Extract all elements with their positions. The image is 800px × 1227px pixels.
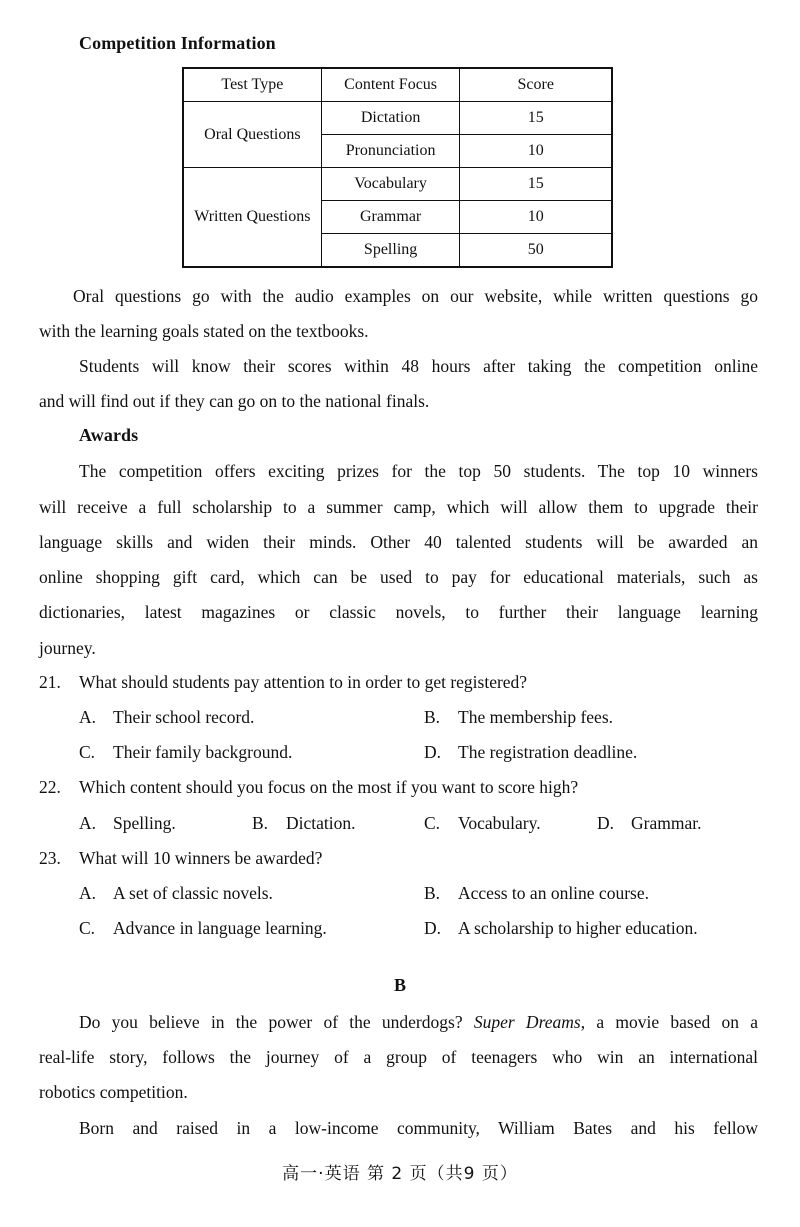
option-22-d[interactable] (597, 813, 701, 834)
table-row (183, 102, 612, 135)
option-text: Their family background. (113, 742, 293, 762)
option-letter: A. (79, 883, 97, 903)
content-focus-cell: Spelling (321, 234, 460, 268)
text-segment: , a movie based on a (580, 1012, 758, 1032)
option-23-d[interactable] (424, 918, 698, 939)
test-type-cell: Oral Questions (183, 102, 321, 168)
question-stem: What should students pay attention to in order to get registered? (79, 672, 528, 692)
option-letter: D. (424, 918, 442, 938)
question-22 (39, 777, 578, 798)
option-letter: C. (79, 918, 96, 938)
paragraph-line: journey. (39, 638, 96, 658)
option-23-c[interactable] (79, 918, 327, 939)
table-header: Score (460, 68, 612, 102)
paragraph-line: Oral questions go with the audio examples on our website, while written questions go (73, 286, 758, 306)
question-number: 23. (39, 848, 61, 868)
option-text: Spelling. (113, 813, 176, 833)
option-23-a[interactable] (79, 883, 273, 904)
table-header: Content Focus (321, 68, 460, 102)
score-cell: 15 (460, 168, 612, 201)
movie-title: Super Dreams (473, 1012, 581, 1032)
paragraph-line: real-life story, follows the journey of a group of teenagers who win an international (39, 1047, 758, 1067)
awards-heading: Awards (79, 425, 139, 445)
section-b-label: B (393, 975, 407, 995)
option-letter: C. (79, 742, 96, 762)
paragraph-line (79, 1011, 758, 1033)
paragraph-line: and will find out if they can go on to the national finals. (39, 391, 430, 411)
content-focus-cell: Dictation (321, 102, 460, 135)
option-22-a[interactable] (79, 813, 176, 834)
option-letter: D. (424, 742, 442, 762)
option-letter: B. (424, 883, 441, 903)
option-22-c[interactable] (424, 813, 541, 834)
question-stem: What will 10 winners be awarded? (79, 848, 323, 868)
paragraph-line: will receive a full scholarship to a summer camp, which will allow them to upgrade their (39, 497, 758, 517)
question-21 (39, 672, 527, 693)
option-21-d[interactable] (424, 742, 637, 763)
question-stem: Which content should you focus on the most if you want to score high? (79, 777, 579, 797)
text-segment: Do you believe in the power of the underdogs? (79, 1012, 474, 1032)
option-text: Dictation. (286, 813, 356, 833)
test-type-cell: Written Questions (183, 168, 321, 268)
score-cell: 50 (460, 234, 612, 268)
option-text: Advance in language learning. (113, 918, 327, 938)
option-letter: A. (79, 707, 97, 727)
paragraph-line: Born and raised in a low-income community, William Bates and his fellow (79, 1118, 758, 1138)
option-letter: B. (424, 707, 441, 727)
option-22-b[interactable] (252, 813, 356, 834)
competition-info-table (182, 67, 613, 268)
score-cell: 15 (460, 102, 612, 135)
option-letter: C. (424, 813, 441, 833)
page-footer: 高一·英语 第 2 页（共9 页） (282, 1164, 518, 1184)
option-23-b[interactable] (424, 883, 649, 904)
content-focus-cell: Grammar (321, 201, 460, 234)
table-header-row (183, 68, 612, 102)
option-text: Their school record. (113, 707, 255, 727)
paragraph-line: Students will know their scores within 48 hours after taking the competition online (79, 356, 758, 376)
option-21-a[interactable] (79, 707, 254, 728)
option-text: Access to an online course. (458, 883, 649, 903)
content-focus-cell: Vocabulary (321, 168, 460, 201)
paragraph-line: with the learning goals stated on the textbooks. (39, 321, 369, 341)
content-focus-cell: Pronunciation (321, 135, 460, 168)
question-number: 21. (39, 672, 61, 692)
option-text: Vocabulary. (458, 813, 541, 833)
option-text: A set of classic novels. (113, 883, 273, 903)
option-text: The registration deadline. (458, 742, 638, 762)
option-letter: B. (252, 813, 269, 833)
option-letter: D. (597, 813, 615, 833)
paragraph-line: online shopping gift card, which can be used to pay for educational materials, such as (39, 567, 758, 587)
paragraph-line: The competition offers exciting prizes for the top 50 students. The top 10 winners (79, 461, 758, 481)
paragraph-line: robotics competition. (39, 1082, 188, 1102)
option-text: A scholarship to higher education. (458, 918, 698, 938)
option-21-b[interactable] (424, 707, 613, 728)
question-number: 22. (39, 777, 61, 797)
option-letter: A. (79, 813, 97, 833)
paragraph-line: language skills and widen their minds. Other 40 talented students will be awarded an (39, 532, 758, 552)
score-cell: 10 (460, 135, 612, 168)
option-21-c[interactable] (79, 742, 292, 763)
paragraph-line: dictionaries, latest magazines or classic novels, to further their language learning (39, 602, 758, 622)
option-text: Grammar. (631, 813, 702, 833)
question-23 (39, 848, 322, 869)
table-row (183, 168, 612, 201)
table-header: Test Type (183, 68, 321, 102)
score-cell: 10 (460, 201, 612, 234)
option-text: The membership fees. (458, 707, 614, 727)
competition-info-heading: Competition Information (79, 33, 276, 53)
